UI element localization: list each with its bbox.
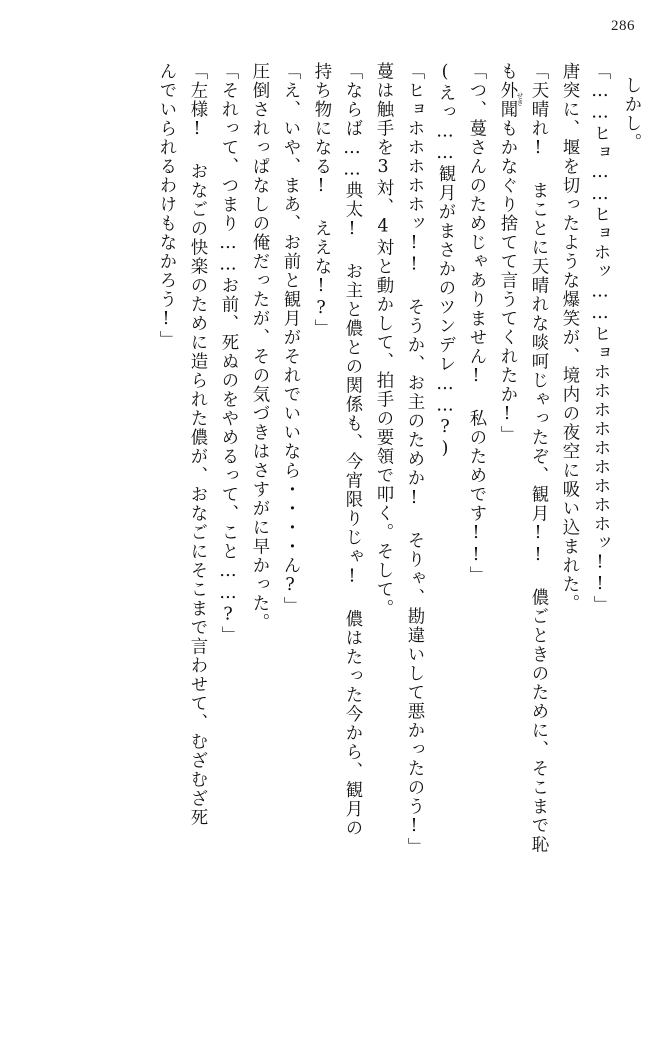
ruby-annotation: せき bbox=[516, 92, 524, 106]
text-line: 「……ヒョ……ヒョホッ……ヒョホホホホホホホホホッ!!」 bbox=[590, 62, 610, 615]
text-line: 「え、いや、まあ、お前と観月がそれでいいなら・・・・ん?」 bbox=[280, 62, 300, 616]
text-line: 「ヒョホホホホホッ!! そうか、お主のためか! そりゃ、勘違いして悪かったのう!」 bbox=[404, 62, 424, 857]
text-line: 「左様! おなごの快楽のために造られた儂が、おなごにそこまで言わせて、むざむざ死 bbox=[187, 62, 207, 828]
text-line: 圧倒されっぱなしの俺だったが、その気づきはさすがに早かった。 bbox=[249, 62, 269, 632]
text-line: しかし。 bbox=[621, 76, 641, 152]
text-line: んでいられるわけもなかろう!」 bbox=[156, 62, 176, 350]
text-line: 「それって、つまり……お前、死ぬのをやめるって、こと……?」 bbox=[218, 62, 238, 645]
text-line: 蔓は触手を3対、4対と動かして、拍手の要領で叩く。そして。 bbox=[373, 62, 393, 619]
text-line: も外聞もかなぐり捨てて言うてくれたか!」 bbox=[497, 62, 517, 445]
text-line: 「つ、蔓さんのためじゃありません! 私のためです!!」 bbox=[466, 62, 486, 586]
text-line: 「天晴れ! まことに天晴れな啖呵じゃったぞ、観月!! 儂ごときのために、そこまで恥 bbox=[528, 62, 548, 854]
text-line: 唐突に、堰を切ったような爆笑が、境内の夜空に吸い込まれた。 bbox=[559, 62, 579, 613]
vertical-text-body bbox=[28, 62, 639, 1014]
page-number: 286 bbox=[611, 18, 635, 34]
text-line: 「ならば……典太! お主と儂との関係も、今宵限りじゃ! 儂はたった今から、観月の bbox=[342, 62, 362, 838]
text-line: 持ち物になる! ええな!?」 bbox=[311, 62, 331, 339]
text-line: (えっ……観月がまさかのツンデレ……?) bbox=[435, 62, 455, 461]
